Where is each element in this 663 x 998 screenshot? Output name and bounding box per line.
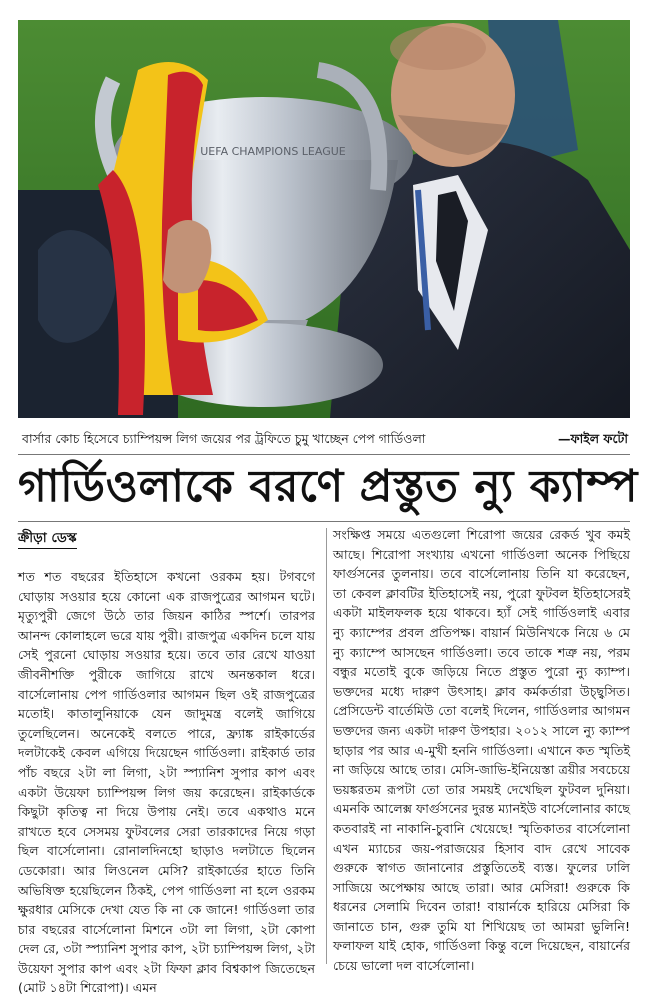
column-divider (326, 528, 327, 964)
article-column-left (18, 528, 315, 998)
article-photo (18, 20, 630, 418)
article-column-right (333, 525, 630, 976)
headline-divider (18, 521, 630, 522)
caption-divider (18, 454, 630, 455)
photo-caption-row (18, 427, 630, 451)
photo-caption: বার্সার কোচ হিসেবে চ্যাম্পিয়ন্স লিগ জয়ের পর ট্রফিতে চুমু খাচ্ছেন পেপ গার্ডিওলা (22, 431, 426, 446)
photo-illustration (18, 20, 630, 418)
photo-credit: —ফাইল ফটো (557, 431, 628, 446)
article-text-right: সংক্ষিপ্ত সময়ে এতগুলো শিরোপা জয়ের রেকর্ড খুব কমই আছে। শিরোপা সংখ্যায় এখনো গার্ডিওলা অনেক পিছিয়ে ফার্গুসনের তুলনায়। তবে বার্সেলোনায় তিনি যা করেছেন, তা কেবল ক্লাবটির ইতিহাসেই নয়, পুরো ফুটবল ইতিহাসেরই একটা মাইলফলক হয়ে থাকবে। হ্যাঁ সেই গার্ডিওলাই এবার ন্যু ক্যাম্পের প্রবল প্রতিপক্ষ। বায়ার্ন মিউনিখকে নিয়ে ৬ মে ন্যু ক্যাম্পে আসছেন গার্ডিওলা। তবে তাকে শত্রু নয়, পরম বন্ধুর মতোই বুকে জড়িয়ে নিতে প্রস্তুত পুরো ন্যু ক্যাম্প। ভক্তদের মধ্যে দারুণ উৎসাহ। ক্লাব কর্মকর্তারা উচ্ছ্বসিত। প্রেসিডেন্ট বার্তেমিউ তো বলেই দিলেন, গার্ডিওলার আগমন ভক্তদের জন্য একটা দারুণ উপহার। ২০১২ সালে ন্যু ক্যাম্প ছাড়ার পর আর এ-মুখী হননি গার্ডিওলা। এখানে কত স্মৃতিই না জড়িয়ে আছে তার। মেসি-জাভি-ইনিয়েস্তা ত্রয়ীর সবচেয়ে ভয়ঙ্করতম রূপটা তো তার সময়ই দেখেছিল ফুটবল দুনিয়া। এমনকি আলেক্স ফার্গুসনের দুরন্ত ম্যানইউ বার্সেলোনার কাছে কতবারই না নাকানি-চুবানি খেয়েছে! স্মৃতিকাতর বার্সেলোনা এখন ম্যাচের জয়-পরাজয়ের হিসাব বাদ রেখে সাবেক গুরুকে স্বাগত জানানোর প্রস্তুতিতেই ব্যস্ত। ফুলের ঢালি সাজিয়ে অপেক্ষায় আছে তারা। আর মেসিরা! গুরুকে কি ধরনের সেলামি দিবেন তারা! বায়ার্নকে হারিয়ে মেসিরা কি জানাতে চান, গুরু তুমি যা শিখিয়েছ তা আমরা ভুলিনি! ফলাফল যাই হোক, গার্ডিওলা কিন্তু বলে দিয়েছেন, বায়ার্নের চেয়ে ভালো দল বার্সেলোনা। (333, 527, 630, 974)
headline: গার্ডিওলাকে বরণে প্রস্তুত ন্যু ক্যাম্প (18, 461, 639, 512)
byline: ক্রীড়া ডেস্ক (18, 528, 77, 549)
article-text-left: শত শত বছরের ইতিহাসে কখনো ওরকম হয়। টগবগে ঘোড়ায় সওয়ার হয়ে কোনো এক রাজপুত্রের আগমন ঘটে। মৃত্যুপুরী জেগে উঠে তার জিয়ন কাঠির স্পর্শে। তারপর আনন্দ কোলাহলে ভরে যায় পুরী। রাজপুত্র একদিন চলে যায় সেই পুরনো ঘোড়ায় সওয়ার হয়ে। তবে তার রেখে যাওয়া জীবনীশক্তি পুরীকে জাগিয়ে রাখে অনন্তকাল ধরে। বার্সেলোনায় পেপ গার্ডিওলার আগমন ছিল ওই রাজপুত্রের মতোই। কাতালুনিয়াকে যেন জাদুমন্ত্র বলেই জাগিয়ে তুলেছিলেন। অনেকেই বলতে পারে, ফ্র্যাঙ্ক রাইকার্ডের দলটাকেই কেবল এগিয়ে দিয়েছেন গার্ডিওলা। রাইকার্ড তার পাঁচ বছরে ২টা লা লিগা, ২টা স্প্যানিশ সুপার কাপ এবং একটা উয়েফা চ্যাম্পিয়ন্স লিগ জয় করেছেন। রাইকার্ডকে কিছুটা কৃতিত্ব না দিয়ে উপায় নেই। তবে একথাও মনে রাখতে হবে সেসময় ফুটবলের সেরা তারকাদের নিয়ে গড়া ছিল বার্সেলোনা। রোনালদিনহো ছাড়াও দলটাতে ছিলেন ডেকোরা। আর লিওনেল মেসি? রাইকার্ডের হাতে তিনি অভিষিক্ত হয়েছিলেন ঠিকই, পেপ গার্ডিওলা না হলে ওরকম ক্ষুরধার মেসিকে দেখা যেত কি না কে জানে! গার্ডিওলা তার চার বছরের বার্সেলোনা মিশনে ৩টা লা লিগা, ২টা কোপা দেল রে, ৩টা স্প্যানিশ সুপার কাপ, ২টা চ্যাম্পিয়ন্স লিগ, ২টা উয়েফা সুপার কাপ এবং ২টা ফিফা ক্লাব বিশ্বকাপ জিতেছেন (মোট ১৪টা শিরোপা)। এমন (18, 569, 315, 996)
trophy-inscription: UEFA CHAMPIONS LEAGUE (200, 145, 346, 158)
